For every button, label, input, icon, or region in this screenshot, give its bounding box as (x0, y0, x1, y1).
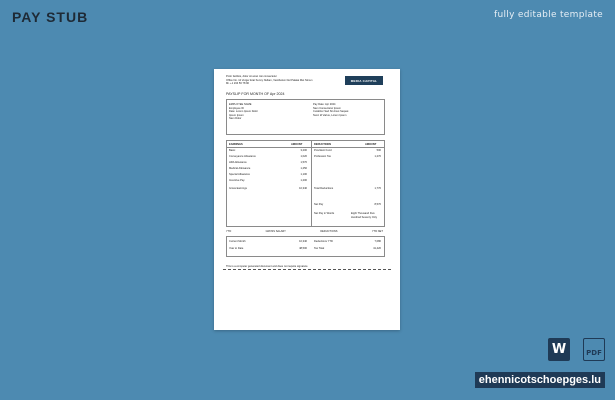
summary-label: Tax Total (314, 247, 325, 250)
deduction-amount: 500 (376, 149, 381, 152)
table-divider (311, 141, 312, 226)
site-watermark: ehennicotschoepges.lu (475, 372, 605, 388)
deduction-amount: 1,270 (374, 155, 381, 158)
earning-amount: 1,570 (300, 161, 307, 164)
deductions-header: DEDUCTIONS (314, 142, 332, 146)
ytd-net: YTD NET (371, 230, 383, 233)
employee-info-right (313, 103, 383, 117)
info-line: Ipsum Ipsum (229, 113, 244, 117)
gross-earnings-row (229, 187, 307, 191)
employee-info-left (229, 103, 299, 121)
table-row (229, 240, 307, 244)
info-line: Pay Date: Apr 2024 (313, 103, 336, 106)
earning-amount: 1,100 (300, 173, 307, 176)
info-line: EMPLOYEE NAME (229, 103, 252, 106)
net-words-label: Net Pay in Words (314, 212, 335, 215)
table-row (229, 247, 307, 251)
ytd-deductions: DEDUCTIONS (320, 230, 338, 233)
table-row (229, 155, 307, 159)
footnote: This is a computer generated document and does not require signature (226, 265, 308, 268)
summary-label: Current Month (229, 240, 246, 243)
company-line: Mi. +1 234 56 78 90 (226, 82, 250, 86)
summary-value: 7,080 (374, 240, 381, 243)
pdf-file-icon: PDF (583, 338, 605, 361)
table-row (229, 173, 307, 177)
deduction-label: Provident Fund (314, 149, 332, 152)
earnings-header: EARNINGS (229, 142, 243, 146)
table-row (229, 161, 307, 165)
summary-value: 48,500 (299, 247, 307, 250)
total-deductions-label: Total Deductions (314, 187, 334, 190)
summary-value: 10,340 (299, 240, 307, 243)
pay-stub-document (214, 69, 400, 330)
summary-label: Year to Date (229, 247, 244, 250)
earning-label: Medical Allowance (229, 167, 251, 170)
table-row (229, 167, 307, 171)
table-header (227, 141, 384, 148)
total-deductions-value: 1,770 (374, 187, 381, 190)
earning-label: Incentive Pay (229, 179, 245, 182)
table-row (314, 155, 381, 159)
earning-label: Conveyance Allowance (229, 155, 256, 158)
summary-box (226, 236, 385, 257)
table-row (229, 179, 307, 183)
info-line: Nam Dolor (229, 117, 242, 121)
net-pay-row (314, 203, 381, 207)
deduction-label: Profession Tax (314, 155, 331, 158)
net-words-value: Eight Thousand Five Hundred Seventy Only (351, 212, 378, 219)
gross-earnings-label: Gross Earnings (229, 187, 247, 190)
ytd-gross-salary: GROSS SALARY (265, 230, 286, 233)
table-row (314, 247, 381, 251)
earning-label: Special Allowance (229, 173, 250, 176)
employee-info-box (226, 99, 385, 135)
info-line: Nunc Id Varius, Lorem Ipsum (313, 113, 347, 117)
earning-amount: 1,200 (300, 179, 307, 182)
deductions-amount-header: AMOUNT (365, 142, 377, 146)
earning-label: HRA Allowance (229, 161, 247, 164)
table-row (314, 240, 381, 244)
table-row (314, 149, 381, 153)
company-block (226, 75, 346, 86)
page-tagline: fully editable template (494, 10, 603, 20)
table-row (229, 149, 307, 153)
net-pay-label: Net Pay (314, 203, 324, 206)
page-title: PAY STUB (12, 9, 89, 25)
total-deductions-row (314, 187, 381, 191)
cut-line (223, 269, 391, 270)
company-line: Office No. 12 Verger Erat Sunny Nullam, Vestibulum Del Palatai Met Nimun (226, 78, 313, 82)
company-line: Proin facilisis, dolor sit amet nisi consectetur (226, 75, 277, 78)
gross-earnings-value: 10,340 (299, 187, 307, 190)
info-line: Nam Consectetur Ipsum (313, 106, 341, 110)
company-logo: MEDIA CAPITAL (345, 76, 383, 85)
word-file-icon: W (548, 338, 570, 361)
summary-label: Deductions YTD (314, 240, 333, 243)
info-line: Date: Lorem Ipsum Dolor (229, 110, 258, 114)
ytd-row (226, 230, 383, 235)
ytd-label: YTD (226, 230, 232, 233)
net-words-row (314, 212, 381, 219)
payslip-period: PAYSLIP FOR MONTH OF Apr 2024 (226, 92, 285, 96)
earning-amount: 3,200 (300, 149, 307, 152)
earning-amount: 1,020 (300, 155, 307, 158)
net-pay-value: 8,570 (374, 203, 381, 206)
earning-amount: 1,250 (300, 167, 307, 170)
earning-label: Basic (229, 149, 236, 152)
summary-value: 41,420 (373, 247, 381, 250)
info-line: Curabitur Sed Sit Amet Sequat (313, 110, 349, 114)
earnings-amount-header: AMOUNT (291, 142, 303, 146)
info-line: Employee ID (229, 106, 244, 110)
earnings-deductions-table (226, 140, 385, 227)
